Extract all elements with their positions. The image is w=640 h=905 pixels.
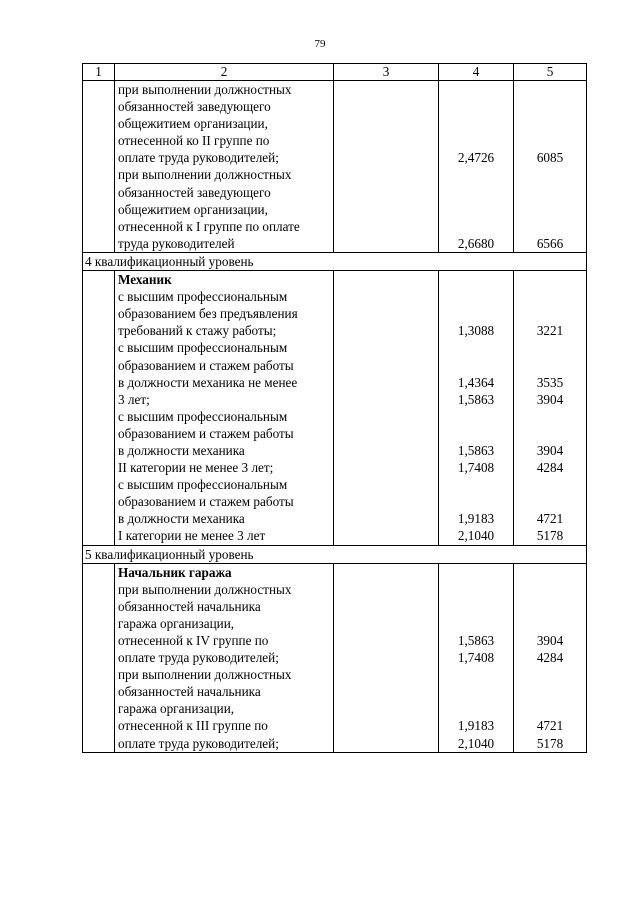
column-header: 2 <box>115 64 334 81</box>
salary-value: 3221 <box>536 323 564 339</box>
table-header-row <box>83 64 587 81</box>
coefficient-value <box>439 81 513 98</box>
cell-col-1 <box>83 563 115 752</box>
salary-value <box>514 615 586 632</box>
coefficient-value <box>439 357 513 374</box>
coefficient-value <box>439 476 513 493</box>
description-line: отнесенной к IV группе по <box>118 633 269 648</box>
description-line: оплате труда руководителей; <box>118 735 279 751</box>
cell-salary <box>514 81 587 253</box>
salary-value: 3535 <box>536 374 564 390</box>
cell-coefficient <box>439 271 514 546</box>
coefficient-value: 1,5863 <box>457 633 495 648</box>
coefficient-value <box>439 615 513 632</box>
description-line: общежитием организации, <box>118 201 268 217</box>
coefficient-value <box>439 683 513 700</box>
salary-value <box>514 288 586 305</box>
salary-value <box>514 201 586 218</box>
coefficient-value <box>439 115 513 132</box>
description-line: с высшим профессиональным <box>118 340 288 356</box>
description-line: при выполнении должностных <box>118 82 292 97</box>
page-number: 79 <box>314 38 326 50</box>
column-header: 3 <box>334 64 439 81</box>
salary-value <box>514 339 586 356</box>
salary-value: 4721 <box>536 718 564 734</box>
cell-position-description <box>115 563 334 752</box>
salary-value <box>514 357 586 374</box>
description-line: образованием и стажем работы <box>118 425 294 441</box>
description-line: с высшим профессиональным <box>118 408 288 424</box>
table-row <box>83 563 587 752</box>
description-line: оплате труда руководителей; <box>118 150 279 166</box>
description-line: образованием и стажем работы <box>118 494 294 510</box>
cell-col-1 <box>83 271 115 546</box>
description-line: с высшим профессиональным <box>118 289 288 305</box>
description-line: гаража организации, <box>118 701 235 717</box>
description-line: обязанностей заведующего <box>118 99 271 115</box>
coefficient-value: 2,1040 <box>457 528 495 544</box>
coefficient-value: 1,7408 <box>457 650 495 666</box>
coefficient-value <box>439 700 513 717</box>
salary-value: 4284 <box>536 460 564 476</box>
salary-value <box>514 184 586 201</box>
description-line: образованием без предъявления <box>118 306 298 322</box>
description-line: II категории не менее 3 лет; <box>118 460 274 476</box>
coefficient-value <box>439 271 513 288</box>
qualification-level-label: 4 квалификационный уровень <box>83 252 587 270</box>
coefficient-value: 1,7408 <box>457 460 495 476</box>
salary-value <box>514 132 586 149</box>
table-row <box>83 81 587 253</box>
description-line: с высшим профессиональным <box>118 477 288 493</box>
salary-value <box>514 493 586 510</box>
coefficient-value: 2,4726 <box>457 150 495 166</box>
column-header: 1 <box>83 64 115 81</box>
coefficient-value <box>439 581 513 598</box>
coefficient-value <box>439 408 513 425</box>
salary-value <box>514 408 586 425</box>
salary-value: 4721 <box>536 511 564 527</box>
salary-value <box>514 598 586 615</box>
coefficient-value <box>439 288 513 305</box>
description-line: при выполнении должностных <box>118 167 292 183</box>
description-line: 3 лет; <box>118 391 150 407</box>
position-title: Начальник гаража <box>118 564 232 580</box>
coefficient-value <box>439 166 513 183</box>
cell-coefficient <box>439 81 514 253</box>
cell-col-1 <box>83 81 115 253</box>
coefficient-value <box>439 666 513 683</box>
salary-value: 4284 <box>536 650 564 666</box>
qualification-level-label: 5 квалификационный уровень <box>83 545 587 563</box>
description-line: I категории не менее 3 лет <box>118 528 266 544</box>
description-line: отнесенной к I группе по оплате <box>118 218 300 234</box>
cell-col-3 <box>334 271 439 546</box>
coefficient-value: 2,1040 <box>457 735 495 751</box>
coefficient-value <box>439 598 513 615</box>
description-line: при выполнении должностных <box>118 667 292 683</box>
position-title: Механик <box>118 272 172 288</box>
salary-value <box>514 271 586 288</box>
salary-value <box>514 564 586 581</box>
cell-salary <box>514 563 587 752</box>
salary-value <box>514 476 586 493</box>
coefficient-value <box>439 98 513 115</box>
salary-value <box>514 581 586 598</box>
salary-value <box>514 98 586 115</box>
coefficient-value <box>439 305 513 322</box>
column-header: 5 <box>514 64 587 81</box>
description-line: отнесенной ко II группе по <box>118 133 270 149</box>
salary-value <box>514 81 586 98</box>
description-line: требований к стажу работы; <box>118 323 277 339</box>
description-line: в должности механика <box>118 442 245 458</box>
salary-value: 6085 <box>536 150 564 166</box>
salary-value <box>514 683 586 700</box>
coefficient-value <box>439 201 513 218</box>
description-line: при выполнении должностных <box>118 581 292 597</box>
coefficient-value <box>439 564 513 581</box>
description-line: в должности механика <box>118 511 245 527</box>
description-line: общежитием организации, <box>118 116 268 132</box>
salary-value <box>514 700 586 717</box>
salary-value <box>514 115 586 132</box>
coefficient-value: 1,9183 <box>457 511 495 527</box>
qualification-level-row <box>83 252 587 270</box>
salary-value: 5178 <box>536 528 564 544</box>
description-line: образованием и стажем работы <box>118 357 294 373</box>
coefficient-value: 1,5863 <box>457 442 495 458</box>
salary-value: 3904 <box>536 442 564 458</box>
salary-value <box>514 425 586 442</box>
coefficient-value <box>439 132 513 149</box>
table-row <box>83 271 587 546</box>
description-line: отнесенной к III группе по <box>118 718 268 734</box>
description-line: обязанностей начальника <box>118 684 261 700</box>
salary-value <box>514 218 586 235</box>
coefficient-value: 1,3088 <box>457 323 495 339</box>
description-line: обязанностей начальника <box>118 598 261 614</box>
cell-position-description <box>115 81 334 253</box>
coefficient-value <box>439 425 513 442</box>
salary-value: 5178 <box>536 735 564 751</box>
coefficient-value <box>439 218 513 235</box>
salary-value <box>514 166 586 183</box>
coefficient-value: 2,6680 <box>457 235 495 251</box>
cell-salary <box>514 271 587 546</box>
salary-value <box>514 305 586 322</box>
salary-value: 6566 <box>536 235 564 251</box>
coefficient-value: 1,5863 <box>457 391 495 407</box>
description-line: в должности механика не менее <box>118 374 298 390</box>
salary-value: 3904 <box>536 633 564 648</box>
description-line: гаража организации, <box>118 615 235 631</box>
column-header: 4 <box>439 64 514 81</box>
coefficient-value <box>439 184 513 201</box>
coefficient-value <box>439 493 513 510</box>
coefficient-value: 1,4364 <box>457 374 495 390</box>
cell-col-3 <box>334 563 439 752</box>
coefficient-value <box>439 339 513 356</box>
qualification-level-row <box>83 545 587 563</box>
cell-coefficient <box>439 563 514 752</box>
salary-value: 3904 <box>536 391 564 407</box>
cell-col-3 <box>334 81 439 253</box>
description-line: оплате труда руководителей; <box>118 650 279 666</box>
salary-coefficient-table <box>82 63 587 753</box>
cell-position-description <box>115 271 334 546</box>
coefficient-value: 1,9183 <box>457 718 495 734</box>
description-line: обязанностей заведующего <box>118 184 271 200</box>
salary-value <box>514 666 586 683</box>
description-line: труда руководителей <box>118 235 235 251</box>
